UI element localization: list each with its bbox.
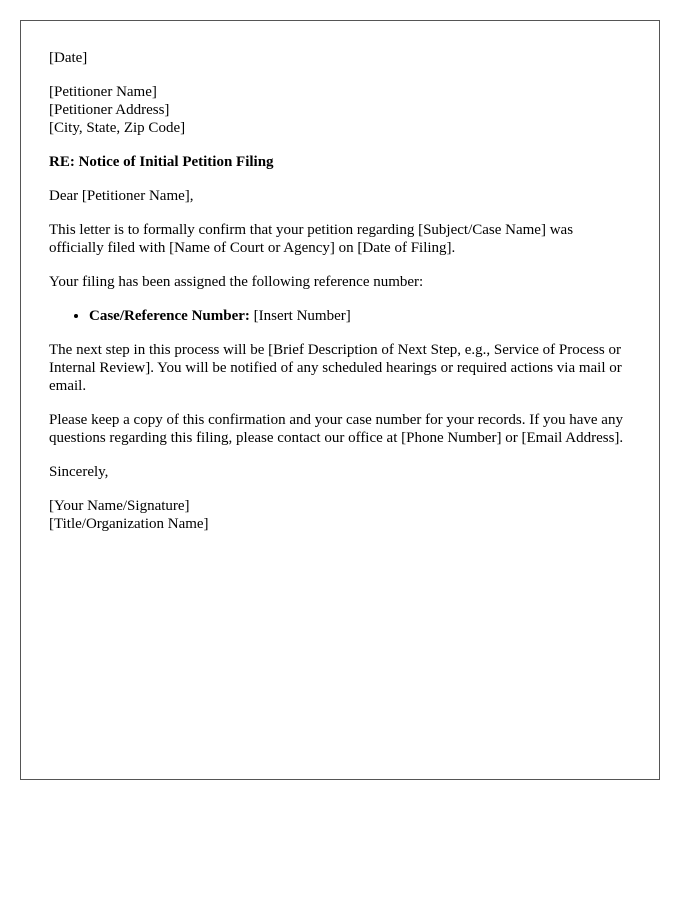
body-paragraph-4: Please keep a copy of this confirmation and your case number for your records. If you have any questions regarding this filing, please contact our office at [Phone Number] or [Email Address]. (49, 412, 624, 446)
body-paragraph-1: This letter is to formally confirm that your petition regarding [Subject/Case Name] was officially filed with [Name of Court or Agency] on [Date of Filing]. (49, 222, 574, 256)
body-paragraph-2: Your filing has been assigned the following reference number: (49, 274, 424, 290)
letter-closing: Sincerely, (49, 464, 109, 480)
letter-date: [Date] (49, 50, 88, 66)
signature-name: [Your Name/Signature] (49, 498, 190, 514)
body-paragraph-3: The next step in this process will be [Brief Description of Next Step, e.g., Service of Process or Internal Review]. You will be notified of any scheduled hearings or required actions via mail or email. (49, 342, 622, 394)
recipient-name: [Petitioner Name] (49, 84, 157, 100)
reference-label: Case/Reference Number: (89, 308, 250, 324)
reference-list-item (89, 307, 631, 325)
letter-salutation: Dear [Petitioner Name], (49, 188, 194, 204)
letter-subject: RE: Notice of Initial Petition Filing (49, 154, 274, 170)
reference-list (49, 307, 631, 325)
signature-block (49, 497, 631, 533)
reference-value: [Insert Number] (249, 308, 351, 324)
letter-page (20, 20, 660, 780)
recipient-block (49, 83, 631, 137)
recipient-address: [Petitioner Address] (49, 102, 170, 118)
recipient-city-state-zip: [City, State, Zip Code] (49, 120, 186, 136)
signature-title: [Title/Organization Name] (49, 516, 209, 532)
